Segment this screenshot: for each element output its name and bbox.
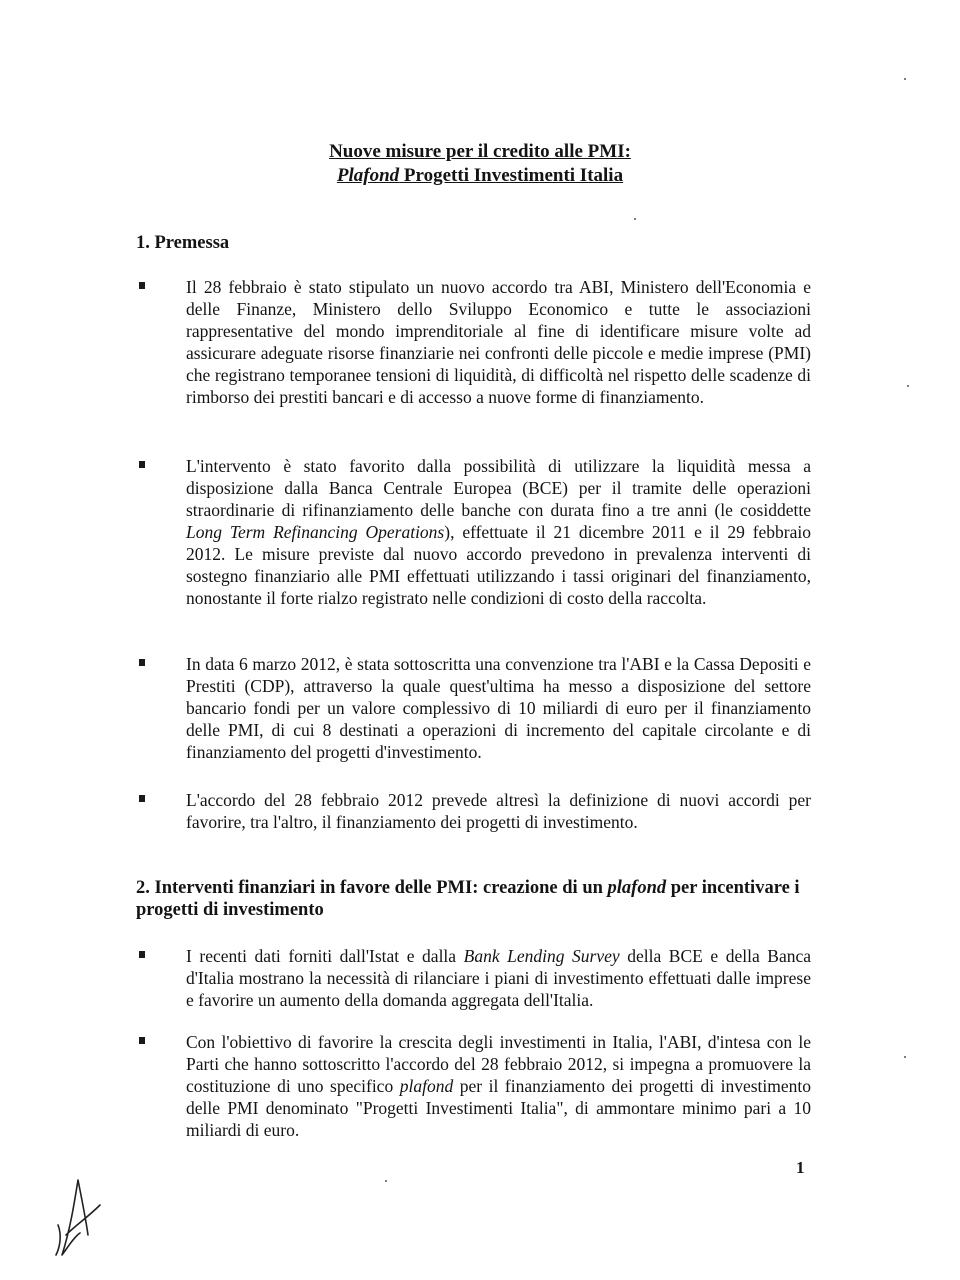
- heading-part: 2. Interventi finanziari in favore delle PMI: creazione di un: [136, 878, 608, 898]
- bullet-marker-icon: [139, 461, 145, 468]
- title-plafond: Plafond: [336, 165, 400, 186]
- bullet-text: [186, 1031, 811, 1141]
- heading-italic: plafond: [607, 878, 667, 898]
- bullet-item: [136, 455, 816, 609]
- scan-speck: [904, 1056, 906, 1058]
- document-title: [0, 140, 960, 188]
- bullet-text-italic: Bank Lending Survey: [463, 946, 620, 966]
- bullet-marker-icon: [139, 951, 145, 958]
- bullet-text: [186, 455, 811, 609]
- bullet-text-part: della BCE e della Banca d'Italia mostrano la necessità di rilanciare i piani di investimento effettuati dalle imprese e favorire un aumento della domanda aggregata dell'Italia.: [186, 946, 812, 1010]
- title-line-2-rest: Progetti Investimenti Italia: [399, 165, 624, 186]
- bullet-text: [186, 945, 811, 1011]
- section-2-heading: [136, 877, 816, 921]
- bullet-text-italic: plafond: [399, 1076, 454, 1096]
- bullet-text-part: Con l'obiettivo di favorire la crescita degli investimenti in Italia, l'ABI, d'intesa con le Parti che hanno sottoscritto l'accordo del 28 febbraio 2012, si impegna a promuovere la costituzione di uno specifico: [186, 1032, 811, 1096]
- bullet-marker-icon: [139, 659, 145, 666]
- bullet-item: [136, 276, 816, 408]
- scan-speck: [904, 78, 906, 80]
- bullet-marker-icon: [139, 795, 145, 802]
- bullet-marker-icon: [139, 1037, 145, 1044]
- bullet-text-italic: Long Term Refinancing Operations: [186, 522, 445, 542]
- bullet-item: [136, 653, 816, 763]
- page-number: 1: [796, 1158, 805, 1177]
- scan-speck: [907, 385, 909, 387]
- bullet-item: [136, 945, 816, 1011]
- bullet-text: Il 28 febbraio è stato stipulato un nuovo accordo tra ABI, Ministero dell'Economia e delle Finanze, Ministero dello Sviluppo Economico e tutte le associazioni rappresentative del mondo imprenditoriale al fine di identificare misure volte ad assicurare adeguate risorse finanziarie nei confronti delle piccole e medie imprese (PMI) che registrano temporanee tensioni di liquidità, di difficoltà nel rispetto delle scadenze di rimborso dei prestiti bancari e di accesso a nuove forme di finanziamento.: [186, 277, 811, 407]
- bullet-marker-icon: [139, 282, 145, 289]
- signature-icon: [48, 1175, 108, 1260]
- section-1-heading: 1. Premessa: [136, 233, 230, 253]
- bullet-item: [136, 1031, 816, 1141]
- heading-part: per incentivare i progetti di investimento: [136, 878, 800, 920]
- scan-speck: [634, 218, 636, 220]
- bullet-text-part: per il finanziamento dei progetti di investimento delle PMI denominato "Progetti Investimenti Italia", di ammontare minimo pari a 10 miliardi di euro.: [186, 1076, 811, 1140]
- bullet-text: L'accordo del 28 febbraio 2012 prevede altresì la definizione di nuovi accordi per favorire, tra l'altro, il finanziamento dei progetti di investimento.: [186, 790, 811, 832]
- scan-speck: [385, 1180, 387, 1182]
- bullet-item: [136, 789, 816, 833]
- bullet-text-part: L'intervento è stato favorito dalla possibilità di utilizzare la liquidità messa a disposizione dalla Banca Centrale Europea (BCE) per il tramite delle operazioni straordinarie di rifinanziamento delle banche con durata fino a tre anni (le cosiddette: [186, 456, 811, 520]
- title-line-1: Nuove misure per il credito alle PMI:: [329, 141, 631, 162]
- title-line-2: [0, 164, 960, 188]
- bullet-text-part: ), effettuate il 21 dicembre 2011 e il 29 febbraio 2012. Le misure previste dal nuovo accordo prevedono in prevalenza interventi di sostegno finanziario alle PMI effettuati utilizzando i tassi originari del finanziamento, nonostante il forte rialzo registrato nelle condizioni di costo della raccolta.: [186, 522, 811, 608]
- bullet-text-part: I recenti dati forniti dall'Istat e dalla: [186, 946, 464, 966]
- bullet-text: In data 6 marzo 2012, è stata sottoscritta una convenzione tra l'ABI e la Cassa Depositi e Prestiti (CDP), attraverso la quale quest'ultima ha messo a disposizione del settore bancario fondi per un valore complessivo di 10 miliardi di euro per il finanziamento delle PMI, di cui 8 destinati a operazioni di incremento del capitale circolante e di finanziamento del progetti d'investimento.: [186, 654, 811, 762]
